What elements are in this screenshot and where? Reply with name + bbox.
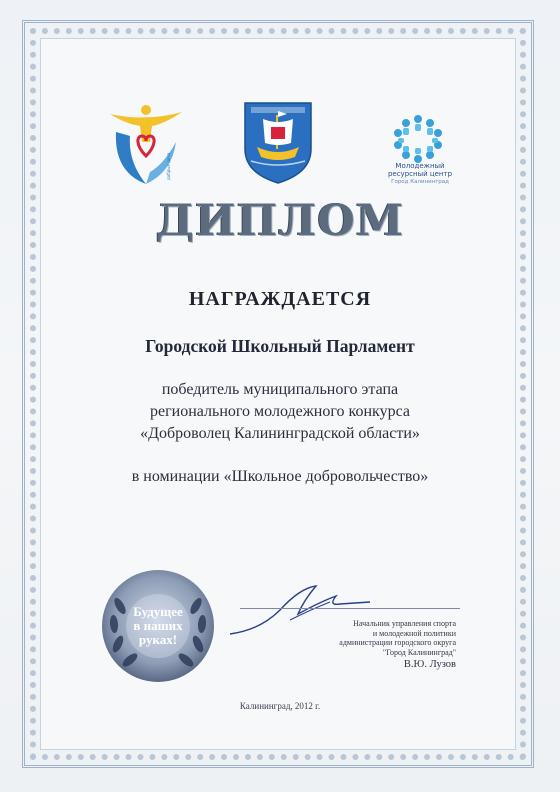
achievement-line-2: регионального молодежного конкурса	[150, 403, 410, 420]
seal-line-1: Будущее	[133, 604, 183, 619]
seal-line-2: в наших	[133, 618, 183, 633]
signature-line	[240, 608, 460, 609]
resource-center-caption	[378, 162, 462, 186]
resource-center-city: Город Калининград	[391, 179, 449, 185]
nomination-line: в номинации «Школьное добровольчество»	[131, 468, 429, 485]
signatory-name: В.Ю. Лузов	[403, 659, 456, 670]
laurel-wreath-seal-icon	[98, 566, 218, 686]
contest-name: «Доброволец Калининградской области»	[140, 425, 420, 442]
diploma-title: ДИПЛОМ	[155, 196, 405, 246]
signatory-line-2: и молодежной политики	[372, 628, 456, 638]
signatory-line-4: "Город Калининград"	[382, 647, 456, 657]
resource-center-line1: Молодежный	[395, 162, 445, 170]
signatory-line-3: администрации городского округа	[339, 638, 456, 647]
seal-line-3: руках!	[138, 632, 178, 647]
svg-text:добрые дела: добрые дела	[166, 152, 171, 180]
resource-center-line2: ресурсный центр	[387, 170, 453, 178]
kaliningrad-coat-of-arms-icon	[241, 99, 315, 185]
place-and-date: Калининград, 2012 г.	[239, 701, 321, 711]
awarded-heading: НАГРАЖДАЕТСЯ	[188, 288, 372, 310]
signatory-title	[300, 619, 456, 657]
signatory-line-1: Начальник управления спорта	[353, 619, 456, 628]
volunteer-heart-logo-icon	[106, 102, 186, 186]
achievement-line-1: победитель муниципального этапа	[161, 381, 399, 398]
recipient-name: Городской Школьный Парламент	[145, 336, 415, 356]
